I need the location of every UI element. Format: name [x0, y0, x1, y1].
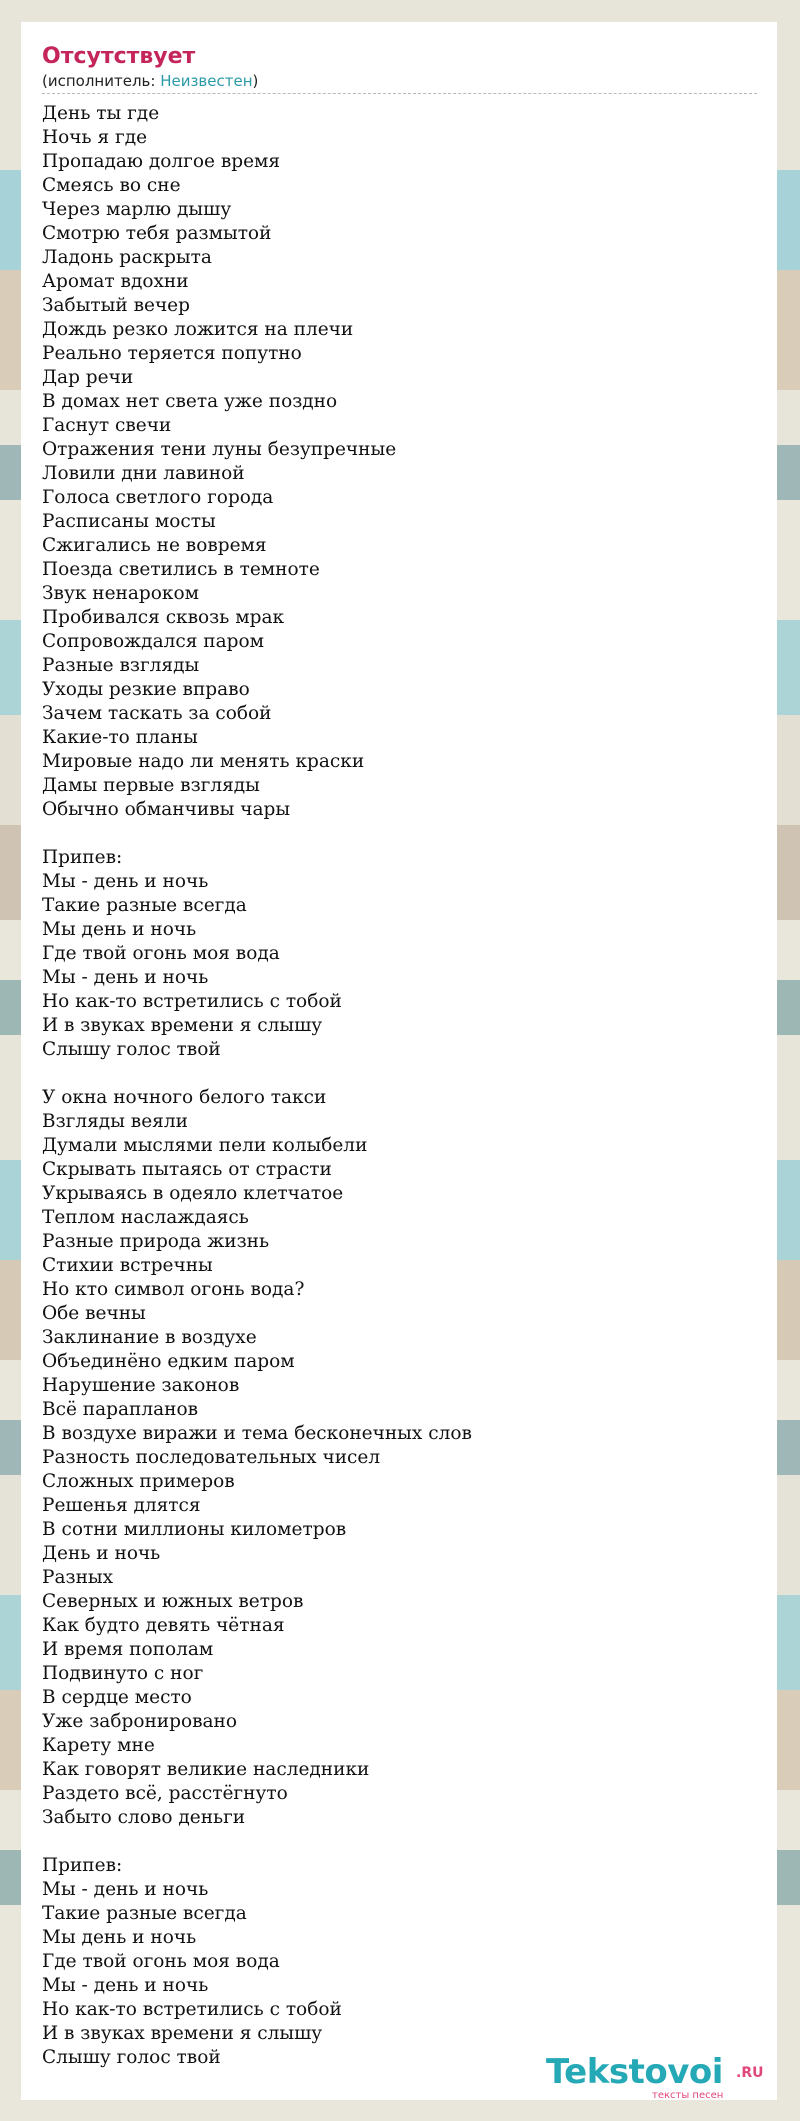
lyric-line: В воздухе виражи и тема бесконечных слов — [42, 1423, 472, 1444]
stanza-break — [42, 1062, 757, 1086]
lyric-line: Слышу голос твой — [42, 2047, 221, 2068]
lyric-line: Уже забронировано — [42, 1711, 238, 1732]
lyric-line: Реально теряется попутно — [42, 343, 302, 364]
lyric-line: Нарушение законов — [42, 1375, 240, 1396]
lyric-line: Где твой огонь моя вода — [42, 1951, 280, 1972]
lyric-line: Разные природа жизнь — [42, 1231, 270, 1252]
lyric-line: День и ночь — [42, 1543, 161, 1564]
lyrics-card — [21, 22, 777, 2100]
lyric-line: В домах нет света уже поздно — [42, 391, 338, 412]
lyric-line: Как говорят великие наследники — [42, 1759, 370, 1780]
lyric-line: Дождь резко ложится на плечи — [42, 319, 354, 340]
lyric-line: Подвинуто с ног — [42, 1663, 204, 1684]
lyric-line: Разные взгляды — [42, 655, 200, 676]
lyric-line: День ты где — [42, 103, 160, 124]
lyric-line: Думали мыслями пели колыбели — [42, 1135, 368, 1156]
lyric-line: Дар речи — [42, 367, 134, 388]
logo-tld: .RU — [736, 2065, 764, 2081]
lyric-line: Северных и южных ветров — [42, 1591, 304, 1612]
lyric-line: Где твой огонь моя вода — [42, 943, 280, 964]
lyric-line: Звук ненароком — [42, 583, 199, 604]
lyric-line: И в звуках времени я слышу — [42, 2023, 323, 2044]
lyric-line: Всё парапланов — [42, 1399, 199, 1420]
lyric-line: Расписаны мосты — [42, 511, 216, 532]
lyric-line: Уходы резкие вправо — [42, 679, 250, 700]
lyric-line: Сжигались не вовремя — [42, 535, 267, 556]
lyric-line: Зачем таскать за собой — [42, 703, 272, 724]
lyric-line: Решенья длятся — [42, 1495, 201, 1516]
lyric-line: Дамы первые взгляды — [42, 775, 260, 796]
logo-subtitle: тексты песен — [652, 2090, 724, 2101]
lyric-line: Сопровождался паром — [42, 631, 264, 652]
artist-link[interactable]: Неизвестен — [160, 72, 253, 90]
lyric-line: И время пополам — [42, 1639, 214, 1660]
lyric-line: И в звуках времени я слышу — [42, 1015, 323, 1036]
lyric-line: Какие-то планы — [42, 727, 198, 748]
lyric-line: Гаснут свечи — [42, 415, 172, 436]
artist-prefix: (исполнитель: — [42, 72, 161, 90]
lyric-line: Мы - день и ночь — [42, 967, 209, 988]
lyric-line: Ладонь раскрыта — [42, 247, 212, 268]
lyric-line: Как будто девять чётная — [42, 1615, 285, 1636]
lyric-line: Скрывать пытаясь от страсти — [42, 1159, 332, 1180]
lyric-line: Мы день и ночь — [42, 1927, 197, 1948]
lyric-line: Ночь я где — [42, 127, 148, 148]
lyric-line: У окна ночного белого такси — [42, 1087, 327, 1108]
lyric-line: Разность последовательных чисел — [42, 1447, 381, 1468]
lyric-line: В сотни миллионы километров — [42, 1519, 347, 1540]
lyric-line: Припев: — [42, 1855, 123, 1876]
lyric-line: Пробивался сквозь мрак — [42, 607, 285, 628]
lyric-line: Пропадаю долгое время — [42, 151, 281, 172]
lyric-line: Забыто слово деньги — [42, 1807, 246, 1828]
lyric-line: Поезда светились в темноте — [42, 559, 320, 580]
lyric-line: Обычно обманчивы чары — [42, 799, 291, 820]
artist-line — [42, 72, 757, 94]
lyric-line: Сложных примеров — [42, 1471, 235, 1492]
lyric-line: Объединёно едким паром — [42, 1351, 295, 1372]
lyric-line: Мировые надо ли менять краски — [42, 751, 365, 772]
lyric-line: Разных — [42, 1567, 114, 1588]
lyric-line: Отражения тени луны безупречные — [42, 439, 397, 460]
lyric-line: Через марлю дышу — [42, 199, 232, 220]
lyric-line: Мы день и ночь — [42, 919, 197, 940]
lyric-line: Забытый вечер — [42, 295, 190, 316]
lyric-line: Такие разные всегда — [42, 1903, 247, 1924]
lyric-line: Но как-то встретились с тобой — [42, 991, 342, 1012]
lyric-line: Мы - день и ночь — [42, 1879, 209, 1900]
lyric-line: В сердце место — [42, 1687, 192, 1708]
lyric-line: Мы - день и ночь — [42, 1975, 209, 1996]
lyric-line: Заклинание в воздухе — [42, 1327, 257, 1348]
lyric-line: Обе вечны — [42, 1303, 146, 1324]
stanza-break — [42, 822, 757, 846]
site-logo[interactable] — [546, 2052, 776, 2100]
lyrics-body — [42, 102, 757, 2070]
lyric-line: Такие разные всегда — [42, 895, 247, 916]
lyric-line: Но кто символ огонь вода? — [42, 1279, 305, 1300]
lyric-line: Аромат вдохни — [42, 271, 189, 292]
lyric-line: Но как-то встретились с тобой — [42, 1999, 342, 2020]
lyric-line: Взгляды веяли — [42, 1111, 188, 1132]
lyric-line: Ловили дни лавиной — [42, 463, 245, 484]
artist-suffix: ) — [252, 72, 259, 90]
lyric-line: Слышу голос твой — [42, 1039, 221, 1060]
lyric-line: Карету мне — [42, 1735, 155, 1756]
logo-wordmark: Tekstovoi — [546, 2052, 723, 2092]
lyric-line: Смотрю тебя размытой — [42, 223, 272, 244]
lyric-line: Мы - день и ночь — [42, 871, 209, 892]
song-title: Отсутствует — [42, 44, 196, 69]
lyric-line: Теплом наслаждаясь — [42, 1207, 249, 1228]
lyric-line: Припев: — [42, 847, 123, 868]
lyric-line: Стихии встречны — [42, 1255, 213, 1276]
stanza-break — [42, 1830, 757, 1854]
lyric-line: Смеясь во сне — [42, 175, 181, 196]
lyric-line: Раздето всё, расстёгнуто — [42, 1783, 288, 1804]
lyric-line: Укрываясь в одеяло клетчатое — [42, 1183, 344, 1204]
lyric-line: Голоса светлого города — [42, 487, 274, 508]
